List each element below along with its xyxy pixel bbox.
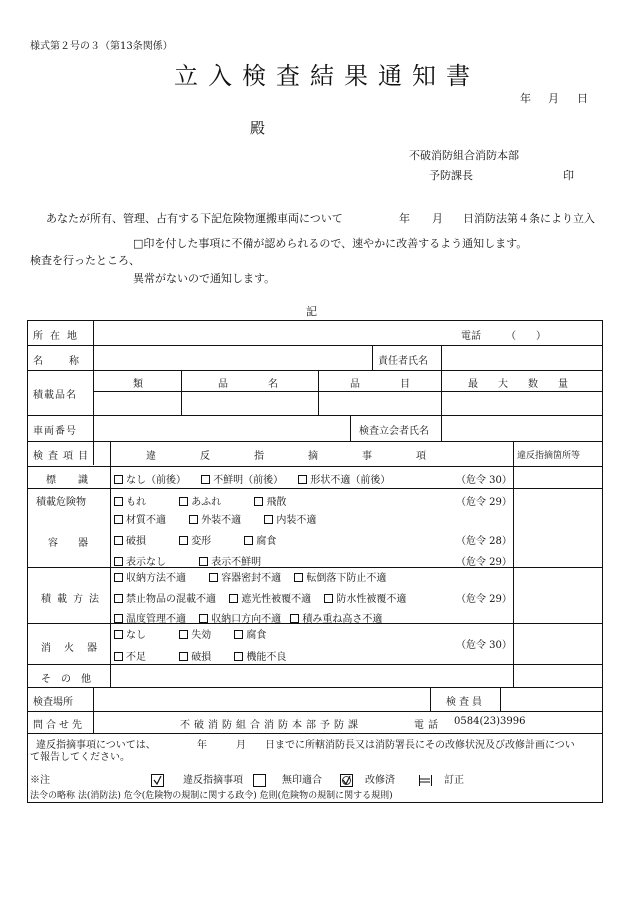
date-month: 月 bbox=[548, 92, 559, 105]
check-fall[interactable]: 転倒落下防止不適 bbox=[294, 573, 386, 584]
check-sign-shape[interactable]: 形状不適（前後） bbox=[298, 475, 390, 486]
check-sealed[interactable]: 容器密封不適 bbox=[209, 573, 281, 584]
check-ext-none[interactable]: なし bbox=[114, 630, 146, 641]
container-line-3 bbox=[114, 553, 261, 568]
label-loading-method: 積載方法 bbox=[41, 594, 105, 605]
check-overflow[interactable]: あふれ bbox=[179, 497, 221, 508]
loading-line-1 bbox=[114, 569, 386, 584]
note-b: 日までに所轄消防長又は消防署長にその改修状況及び改修計画につい bbox=[265, 740, 575, 751]
label-witness: 検査立会者氏名 bbox=[359, 426, 429, 437]
label-contact: 問合せ先 bbox=[33, 720, 85, 731]
check-water[interactable]: 防水性被覆不適 bbox=[324, 594, 406, 605]
ref-container-1: （危令 28） bbox=[456, 536, 512, 547]
check-deform[interactable]: 変形 bbox=[179, 536, 211, 547]
ki-mark: 記 bbox=[306, 305, 317, 318]
label-container: 容器 bbox=[48, 538, 108, 549]
intro-text-a: あなたが所有、管理、占有する下記危険物運搬車両について bbox=[46, 212, 343, 225]
check-storage[interactable]: 収納方法不適 bbox=[114, 573, 186, 584]
contact-org: 不破消防組合消防本部予防課 bbox=[180, 720, 362, 731]
label-phone: 電話 bbox=[461, 331, 481, 342]
col-max-qty: 最大数量 bbox=[468, 379, 588, 390]
page-title: 立入検査結果通知書 bbox=[174, 62, 480, 90]
legend-violation-label: 違反指摘事項 bbox=[183, 775, 243, 786]
check-temp[interactable]: 温度管理不適 bbox=[114, 614, 186, 625]
result-lead: 検査を行ったところ、 bbox=[30, 254, 140, 267]
legend-fixed-icon bbox=[340, 770, 353, 789]
result-ok: 異常がないので通知します。 bbox=[133, 272, 276, 285]
check-mixed[interactable]: 禁止物品の混載不適 bbox=[114, 594, 216, 605]
check-ext-corrode[interactable]: 腐食 bbox=[234, 630, 266, 641]
note-month: 月 bbox=[236, 740, 246, 751]
legend-blank-label: 無印適合 bbox=[282, 775, 322, 786]
label-cargo-hazard: 積載危険物 bbox=[36, 497, 86, 508]
phone-paren: （ ） bbox=[506, 331, 546, 342]
seal-mark: 印 bbox=[563, 169, 574, 182]
extinguisher-line-2 bbox=[114, 648, 286, 663]
contact-tel-label: 電話 bbox=[414, 720, 442, 731]
ref-cargo-hazard: （危令 29） bbox=[456, 497, 512, 508]
label-place: 検査場所 bbox=[33, 697, 73, 708]
check-ext-short[interactable]: 不足 bbox=[114, 652, 146, 663]
cargo-hazard-options bbox=[114, 493, 286, 508]
header-violation: 違反指摘事項 bbox=[146, 451, 470, 462]
check-ext-damage[interactable]: 破損 bbox=[179, 652, 211, 663]
col-qty-label: 品目 bbox=[350, 379, 450, 390]
extinguisher-line-1 bbox=[114, 626, 266, 641]
label-plate: 車両番号 bbox=[33, 426, 77, 437]
check-outer[interactable]: 外装不適 bbox=[189, 515, 241, 526]
label-inspector: 検査員 bbox=[446, 697, 485, 708]
contact-tel: 0584(23)3996 bbox=[454, 716, 526, 727]
legend-blank-icon bbox=[253, 770, 266, 789]
legend-note: ※注 bbox=[30, 775, 50, 786]
check-stack[interactable]: 積み重ね高さ不適 bbox=[290, 614, 382, 625]
label-extinguisher: 消火器 bbox=[41, 643, 110, 654]
loading-line-2 bbox=[114, 590, 406, 605]
legend-fixed-label: 改修済 bbox=[365, 775, 395, 786]
check-shade[interactable]: 遮光性被覆不適 bbox=[229, 594, 311, 605]
check-direction[interactable]: 収納口方向不適 bbox=[199, 614, 281, 625]
date-day: 日 bbox=[577, 92, 588, 105]
col-class: 類 bbox=[133, 379, 143, 390]
header-violation-count: 違反指摘箇所等 bbox=[517, 451, 581, 461]
label-location: 所在地 bbox=[33, 331, 84, 342]
header-check-item: 検査項目 bbox=[33, 451, 93, 462]
note-year: 年 bbox=[197, 740, 207, 751]
col-item: 品名 bbox=[218, 379, 318, 390]
check-label-unclear[interactable]: 表示不鮮明 bbox=[199, 557, 261, 568]
check-ext-malfunction[interactable]: 機能不良 bbox=[234, 652, 286, 663]
addressee-suffix: 殿 bbox=[250, 119, 266, 137]
label-other: その他 bbox=[41, 674, 101, 685]
check-corrode[interactable]: 腐食 bbox=[244, 536, 276, 547]
label-manager: 責任者氏名 bbox=[378, 356, 428, 367]
issuer-org: 不破消防組合消防本部 bbox=[409, 149, 519, 162]
check-leak[interactable]: もれ bbox=[114, 497, 146, 508]
label-sign: 標識 bbox=[46, 475, 110, 486]
legend-correct-label: 訂正 bbox=[444, 775, 464, 786]
ref-sign: （危令 30） bbox=[456, 475, 512, 486]
note-c: て報告してください。 bbox=[30, 752, 130, 763]
check-ext-expired[interactable]: 失効 bbox=[179, 630, 211, 641]
note-a: 違反指摘事項については、 bbox=[36, 740, 156, 751]
date-year: 年 bbox=[520, 92, 531, 105]
check-damage[interactable]: 破損 bbox=[114, 536, 146, 547]
container-line-2 bbox=[114, 532, 276, 547]
inspection-form-table bbox=[27, 320, 603, 803]
sign-options bbox=[114, 471, 390, 486]
check-inner[interactable]: 内装不適 bbox=[264, 515, 316, 526]
check-sign-unclear[interactable]: 不鮮明（前後） bbox=[201, 475, 283, 486]
result-defect: □印を付した事項に不備が認められるので、速やかに改善するよう通知します。 bbox=[133, 237, 528, 250]
label-cargo: 積載品名 bbox=[33, 390, 77, 401]
form-number: 様式第２号の３（第13条関係） bbox=[30, 41, 173, 52]
check-no-label[interactable]: 表示なし bbox=[114, 557, 166, 568]
issuer-title: 予防課長 bbox=[429, 169, 473, 182]
abbrev-note: 法令の略称 法(消防法) 危令(危険物の規制に関する政令) 危則(危険物の規制に関する規則) bbox=[30, 791, 393, 801]
check-sign-none[interactable]: なし（前後） bbox=[114, 475, 186, 486]
legend-correct-icon bbox=[419, 770, 432, 789]
ref-container-2: （危令 29） bbox=[456, 557, 512, 568]
loading-line-3 bbox=[114, 610, 382, 625]
check-material[interactable]: 材質不適 bbox=[114, 515, 166, 526]
container-line-1 bbox=[114, 511, 316, 526]
check-scatter[interactable]: 飛散 bbox=[254, 497, 286, 508]
ref-extinguisher: （危令 30） bbox=[456, 640, 512, 651]
legend-violation-icon bbox=[151, 770, 164, 789]
intro-month: 月 bbox=[432, 212, 443, 225]
intro-text-b: 日消防法第４条により立入 bbox=[463, 212, 595, 225]
label-name: 名称 bbox=[33, 356, 105, 367]
ref-loading: （危令 29） bbox=[456, 594, 512, 605]
intro-year: 年 bbox=[399, 212, 410, 225]
